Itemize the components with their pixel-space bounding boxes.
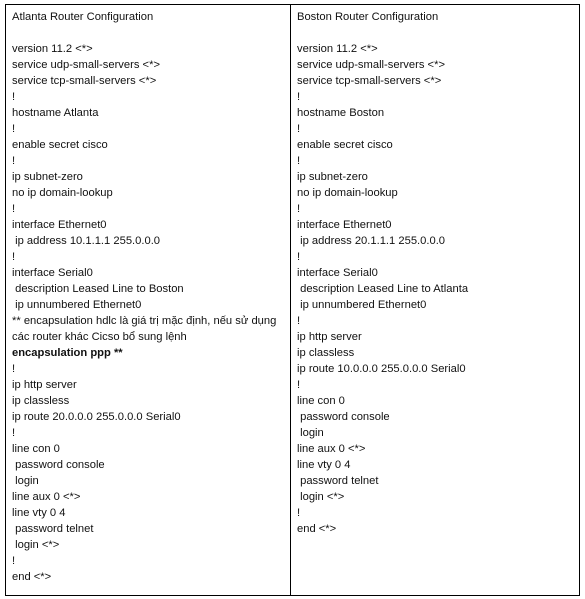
config-line: line vty 0 4 — [297, 459, 351, 471]
boston-config-cell — [291, 5, 580, 596]
config-line: version 11.2 <*> — [297, 43, 378, 55]
config-line: version 11.2 <*> — [12, 43, 93, 55]
config-line: ! — [297, 155, 301, 167]
config-line: ip subnet-zero — [297, 171, 368, 183]
config-line: password telnet — [297, 475, 379, 487]
config-line: ip route 20.0.0.0 255.0.0.0 Serial0 — [12, 411, 181, 423]
config-line: enable secret cisco — [12, 139, 108, 151]
config-line: ip http server — [297, 331, 362, 343]
config-line: interface Serial0 — [12, 267, 93, 279]
config-line: ip address 10.1.1.1 255.0.0.0 — [12, 235, 161, 247]
config-line: end <*> — [12, 571, 52, 583]
config-line: ip classless — [12, 395, 70, 407]
config-line: ip unnumbered Ethernet0 — [297, 299, 427, 311]
config-line: no ip domain-lookup — [297, 187, 398, 199]
config-line: ! — [12, 123, 16, 135]
config-line: line aux 0 <*> — [12, 491, 81, 503]
config-line: line con 0 — [297, 395, 345, 407]
boston-config-lines — [297, 25, 573, 537]
config-line: line con 0 — [12, 443, 60, 455]
config-line: enable secret cisco — [297, 139, 393, 151]
config-line: ! — [12, 363, 16, 375]
config-line: ! — [12, 427, 16, 439]
table-row — [6, 5, 580, 596]
config-line: hostname Atlanta — [12, 107, 99, 119]
router-config-table — [5, 4, 580, 596]
config-line: line aux 0 <*> — [297, 443, 366, 455]
config-line: interface Serial0 — [297, 267, 378, 279]
config-line: ip http server — [12, 379, 77, 391]
config-line: ! — [297, 379, 301, 391]
config-line: ip subnet-zero — [12, 171, 83, 183]
config-line: ip route 10.0.0.0 255.0.0.0 Serial0 — [297, 363, 466, 375]
config-line: ip classless — [297, 347, 355, 359]
config-line: ! — [12, 155, 16, 167]
config-line: ! — [297, 251, 301, 263]
config-line: hostname Boston — [297, 107, 385, 119]
config-line: login <*> — [12, 539, 60, 551]
atlanta-config-title: Atlanta Router Configuration — [12, 11, 154, 23]
config-line: login <*> — [297, 491, 345, 503]
config-line: description Leased Line to Boston — [12, 283, 184, 295]
config-line — [297, 25, 573, 41]
config-line: interface Ethernet0 — [297, 219, 392, 231]
config-line: ip unnumbered Ethernet0 — [12, 299, 142, 311]
config-line: encapsulation ppp ** — [12, 347, 123, 359]
config-line: login — [297, 427, 324, 439]
config-line: ! — [12, 251, 16, 263]
config-line: ip address 20.1.1.1 255.0.0.0 — [297, 235, 446, 247]
config-line: ! — [297, 315, 301, 327]
boston-config-title: Boston Router Configuration — [297, 11, 439, 23]
atlanta-config-lines — [12, 25, 284, 585]
config-line: no ip domain-lookup — [12, 187, 113, 199]
config-line: end <*> — [297, 523, 337, 535]
config-line: ! — [297, 203, 301, 215]
config-line: description Leased Line to Atlanta — [297, 283, 469, 295]
config-line: ** encapsulation hdlc là giá trị mặc định, nếu sử dụng các router khác Cicso bổ sung lệnh — [12, 315, 277, 343]
config-line: password telnet — [12, 523, 94, 535]
config-line: line vty 0 4 — [12, 507, 66, 519]
config-line: ! — [297, 123, 301, 135]
atlanta-config-cell — [6, 5, 291, 596]
config-line: ! — [297, 507, 301, 519]
config-line: interface Ethernet0 — [12, 219, 107, 231]
config-line: ! — [297, 91, 301, 103]
config-line: password console — [12, 459, 105, 471]
config-line — [12, 25, 284, 41]
config-line: service tcp-small-servers <*> — [297, 75, 442, 87]
config-line: service tcp-small-servers <*> — [12, 75, 157, 87]
config-line: ! — [12, 203, 16, 215]
config-line: ! — [12, 555, 16, 567]
config-line: service udp-small-servers <*> — [12, 59, 160, 71]
config-line: ! — [12, 91, 16, 103]
config-line: service udp-small-servers <*> — [297, 59, 445, 71]
config-line: password console — [297, 411, 390, 423]
config-line: login — [12, 475, 39, 487]
